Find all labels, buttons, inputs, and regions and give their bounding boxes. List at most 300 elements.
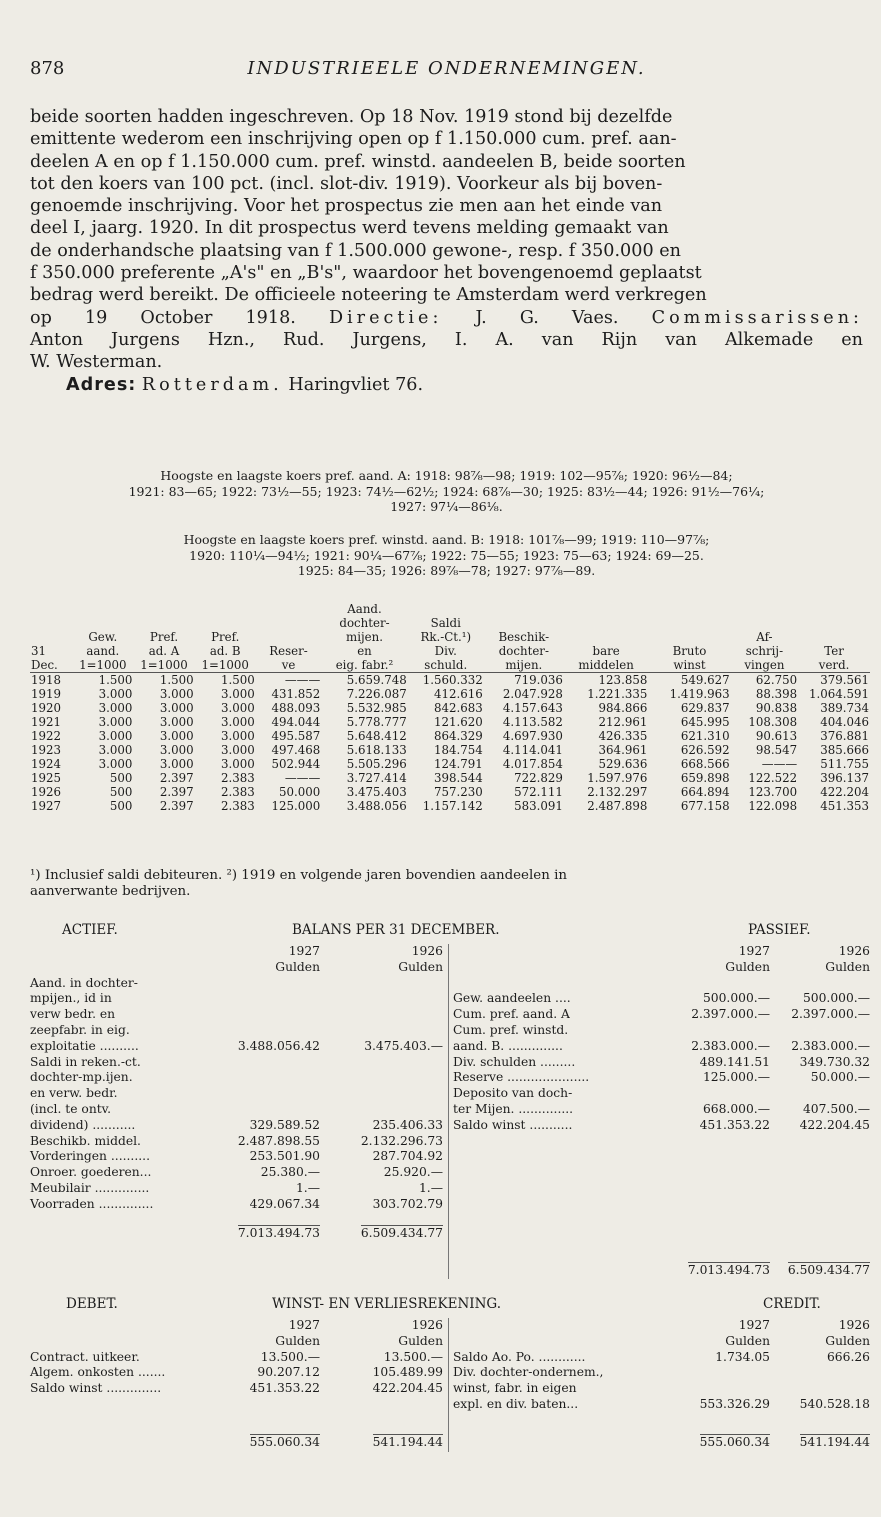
header-cell: 1=1000 bbox=[195, 658, 256, 673]
passief-column bbox=[448, 944, 870, 1279]
year-cell: 1924 bbox=[31, 757, 62, 771]
value-cell: 3.000 bbox=[159, 715, 194, 729]
header-cell: ve bbox=[256, 658, 321, 673]
value-cell: 398.544 bbox=[433, 771, 483, 785]
value-cell: 2.383 bbox=[221, 785, 255, 799]
value-cell: 626.592 bbox=[680, 743, 730, 757]
account-label: en verw. bedr. bbox=[30, 1086, 118, 1101]
header-cell bbox=[30, 616, 72, 630]
header-cell: vingen bbox=[731, 658, 799, 673]
header-cell: 1=1000 bbox=[133, 658, 194, 673]
value-cell: 3.000 bbox=[221, 729, 255, 743]
text-line: deel I, jaarg. 1920. In dit prospectus werd tevens melding gemaakt van bbox=[30, 218, 669, 239]
value-1926: 422.204.45 bbox=[799, 1117, 870, 1132]
address-line bbox=[30, 374, 863, 396]
koers-line: Hoogste en laagste koers pref. aand. A: 1918: 98⅞—98; 1919: 102—95⅞; 1920: 96½—84; bbox=[160, 468, 733, 483]
value-cell: 5.532.985 bbox=[346, 701, 407, 715]
header-cell: Pref. bbox=[211, 630, 240, 644]
value-cell: 50.000 bbox=[278, 785, 321, 799]
year-cell: 1927 bbox=[31, 799, 62, 813]
year-cell: 1925 bbox=[31, 771, 62, 785]
header-cell bbox=[731, 602, 799, 616]
pl-heading bbox=[30, 1296, 870, 1314]
value-1927: 451.353.22 bbox=[249, 1381, 320, 1396]
value-cell: 5.505.296 bbox=[346, 757, 407, 771]
passief-label: PASSIEF. bbox=[748, 922, 811, 938]
financial-statistics-table bbox=[30, 602, 870, 813]
header-cell bbox=[648, 630, 730, 644]
header-cell bbox=[798, 602, 870, 616]
header-cell: dochter- bbox=[339, 616, 390, 630]
value-cell: 722.829 bbox=[514, 771, 563, 785]
total-1927: 555.060.34 bbox=[249, 1435, 320, 1449]
account-label: mpijen., id in bbox=[30, 991, 112, 1006]
value-cell: 3.000 bbox=[221, 715, 255, 729]
value-cell: 2.047.928 bbox=[502, 687, 563, 701]
header-cell bbox=[30, 602, 72, 616]
unit-header bbox=[453, 960, 870, 976]
account-label: Meubilair .............. bbox=[30, 1180, 150, 1195]
value-1927: 2.383.000.— bbox=[691, 1038, 770, 1053]
account-label: Onroer. goederen... bbox=[30, 1165, 152, 1180]
value-cell: 1.419.963 bbox=[669, 687, 730, 701]
table-row bbox=[30, 701, 870, 715]
value-1926: 105.489.99 bbox=[372, 1365, 443, 1380]
value-cell: 3.000 bbox=[98, 743, 133, 757]
value-cell: 984.866 bbox=[598, 701, 648, 715]
header-cell: ad. A bbox=[148, 644, 180, 658]
header-cell: verd. bbox=[798, 658, 870, 673]
value-cell: 3.000 bbox=[159, 701, 194, 715]
value-cell: 2.397 bbox=[159, 785, 194, 799]
page-number: 878 bbox=[30, 58, 65, 79]
header-cell: Reser- bbox=[269, 644, 308, 658]
value-cell: 7.226.087 bbox=[346, 687, 407, 701]
value-cell: 121.620 bbox=[433, 715, 483, 729]
total-1927: 7.013.494.73 bbox=[687, 1263, 770, 1277]
header-cell: winst bbox=[648, 658, 730, 673]
header-cell: 31 bbox=[31, 644, 47, 658]
value-cell: 4.157.643 bbox=[502, 701, 563, 715]
table-row bbox=[30, 673, 870, 688]
account-row bbox=[30, 1165, 445, 1181]
value-1927: 1.— bbox=[295, 1180, 320, 1195]
account-label: expl. en div. baten... bbox=[453, 1396, 579, 1411]
account-row bbox=[453, 1365, 870, 1381]
value-cell: 212.961 bbox=[598, 715, 648, 729]
value-cell: 3.000 bbox=[98, 757, 133, 771]
account-row bbox=[453, 1381, 870, 1397]
header-cell bbox=[564, 616, 648, 630]
year-cell: 1921 bbox=[31, 715, 62, 729]
value-1927: 489.141.51 bbox=[699, 1054, 770, 1069]
account-label: Vorderingen .......... bbox=[30, 1149, 150, 1164]
year-1926: 1926 bbox=[411, 944, 443, 958]
account-label: Aand. in dochter- bbox=[30, 975, 138, 990]
debet-label: DEBET. bbox=[66, 1296, 118, 1312]
table-row bbox=[30, 687, 870, 701]
directie-label: Directie: bbox=[328, 307, 443, 328]
account-label: Cum. pref. winstd. bbox=[453, 1022, 569, 1037]
value-cell: 502.944 bbox=[271, 757, 321, 771]
value-cell: 90.838 bbox=[755, 701, 798, 715]
header-cell bbox=[256, 630, 321, 644]
year-cell: 1918 bbox=[31, 673, 62, 687]
value-1927: 90.207.12 bbox=[257, 1365, 320, 1380]
total-1927: 555.060.34 bbox=[699, 1435, 770, 1449]
adres-label: Adres: bbox=[66, 374, 137, 395]
value-cell: 529.636 bbox=[598, 757, 648, 771]
unit-header bbox=[453, 1334, 870, 1350]
table-header-row bbox=[30, 602, 870, 616]
value-1926: 25.920.— bbox=[383, 1165, 443, 1180]
value-1927: 553.326.29 bbox=[699, 1396, 770, 1411]
account-label: Deposito van doch- bbox=[453, 1086, 573, 1101]
value-cell: 3.000 bbox=[98, 701, 133, 715]
value-1926: 422.204.45 bbox=[372, 1381, 443, 1396]
value-1927: 668.000.— bbox=[702, 1101, 770, 1116]
year-header bbox=[30, 1318, 445, 1334]
actief-label: ACTIEF. bbox=[62, 922, 118, 938]
value-cell: 497.468 bbox=[271, 743, 321, 757]
account-label: (incl. te ontv. bbox=[30, 1101, 112, 1116]
year-cell: 1926 bbox=[31, 785, 62, 799]
value-cell: 123.858 bbox=[598, 673, 648, 687]
total-1927: 7.013.494.73 bbox=[237, 1225, 320, 1240]
value-cell: 500 bbox=[109, 799, 133, 813]
year-cell: 1923 bbox=[31, 743, 62, 757]
account-label: Saldo Ao. Po. ............ bbox=[453, 1349, 586, 1364]
value-cell: 404.046 bbox=[820, 715, 869, 729]
text-line: bedrag werd bereikt. De officieele noteering te Amsterdam werd verkregen bbox=[30, 285, 707, 306]
company-description bbox=[30, 106, 863, 396]
header-cell: dochter- bbox=[498, 644, 549, 658]
value-cell: 495.587 bbox=[271, 729, 321, 743]
value-cell: 4.114.041 bbox=[502, 743, 563, 757]
balance-sheet bbox=[30, 944, 870, 1284]
koers-line: 1921: 83—65; 1922: 73½—55; 1923: 74½—62½; 1924: 68⅞—30; 1925: 83½—44; 1926: 91½—76¼; bbox=[128, 483, 765, 499]
account-row bbox=[453, 1055, 870, 1071]
text-line: de onderhandsche plaatsing van f 1.500.000 gewone-, resp. f 350.000 en bbox=[30, 240, 681, 261]
account-label: zeepfabr. in eig. bbox=[30, 1022, 130, 1037]
year-1926: 1926 bbox=[411, 1318, 443, 1332]
value-cell: 123.700 bbox=[748, 785, 798, 799]
value-cell: 2.132.297 bbox=[587, 785, 648, 799]
value-cell: 677.158 bbox=[680, 799, 730, 813]
value-cell: 122.522 bbox=[748, 771, 798, 785]
value-1926: 13.500.— bbox=[383, 1349, 443, 1364]
value-cell: 621.310 bbox=[680, 729, 730, 743]
account-row bbox=[30, 1070, 445, 1086]
value-cell: 2.397 bbox=[159, 771, 194, 785]
account-row bbox=[30, 1350, 445, 1366]
value-cell: 3.000 bbox=[98, 687, 133, 701]
header-cell: Gew. bbox=[88, 630, 118, 644]
value-cell: 3.000 bbox=[159, 729, 194, 743]
total-1926: 6.509.434.77 bbox=[787, 1263, 870, 1277]
value-cell: 385.666 bbox=[820, 743, 869, 757]
account-label: ter Mijen. .............. bbox=[453, 1101, 574, 1116]
value-1926: 540.528.18 bbox=[799, 1396, 870, 1411]
value-cell: 3.000 bbox=[98, 729, 133, 743]
value-cell: ——— bbox=[284, 673, 321, 687]
credit-total bbox=[453, 1434, 870, 1450]
total-1926: 6.509.434.77 bbox=[360, 1225, 443, 1240]
account-label: Saldo winst ........... bbox=[453, 1117, 573, 1132]
text-line: Anton Jurgens Hzn., Rud. Jurgens, I. A. van Rijn van Alkemade en bbox=[30, 329, 863, 350]
value-cell: 412.616 bbox=[433, 687, 483, 701]
table-header-row bbox=[30, 616, 870, 630]
account-row bbox=[30, 1118, 445, 1134]
header-cell: Rk.-Ct.¹) bbox=[420, 630, 472, 644]
value-cell: 629.837 bbox=[680, 701, 730, 715]
year-1927: 1927 bbox=[738, 1318, 770, 1332]
balance-title: BALANS PER 31 DECEMBER. bbox=[292, 922, 500, 938]
debet-total bbox=[30, 1434, 445, 1450]
koers-pref-b bbox=[30, 532, 863, 579]
header-cell: middelen bbox=[564, 658, 648, 673]
value-cell: 500 bbox=[109, 771, 133, 785]
header-cell bbox=[798, 630, 870, 644]
value-cell: 422.204 bbox=[820, 785, 869, 799]
value-cell: 757.230 bbox=[433, 785, 483, 799]
unit-label: Gulden bbox=[398, 1333, 443, 1348]
value-1926: 2.383.000.— bbox=[791, 1038, 870, 1053]
header-cell: Beschik- bbox=[498, 630, 550, 644]
unit-label: Gulden bbox=[825, 959, 870, 974]
value-cell: 3.000 bbox=[221, 687, 255, 701]
commissarissen-label: Commissarissen: bbox=[651, 307, 863, 328]
value-cell: 90.613 bbox=[755, 729, 798, 743]
account-label: aand. B. .............. bbox=[453, 1038, 563, 1053]
value-cell: 549.627 bbox=[680, 673, 730, 687]
value-cell: 572.111 bbox=[514, 785, 563, 799]
account-label: Voorraden .............. bbox=[30, 1196, 154, 1211]
header-cell: Aand. bbox=[347, 602, 382, 616]
header-cell: Pref. bbox=[149, 630, 179, 644]
account-label: Cum. pref. aand. A bbox=[453, 1007, 570, 1022]
header-cell bbox=[564, 630, 648, 644]
value-cell: 842.683 bbox=[433, 701, 483, 715]
header-cell: mijen. bbox=[346, 630, 383, 644]
account-row bbox=[30, 1039, 445, 1055]
table-row bbox=[30, 729, 870, 743]
header-cell bbox=[72, 616, 133, 630]
unit-header bbox=[30, 960, 445, 976]
value-cell: 5.618.133 bbox=[346, 743, 407, 757]
directie-name: J. G. Vaes. bbox=[475, 307, 619, 328]
text-line: W. Westerman. bbox=[30, 352, 163, 373]
value-cell: 3.000 bbox=[221, 757, 255, 771]
adres-city: Rotterdam. bbox=[141, 374, 283, 395]
value-cell: 389.734 bbox=[820, 701, 869, 715]
header-cell bbox=[484, 602, 564, 616]
koers-line: 1927: 97¼—86⅛. bbox=[390, 499, 503, 514]
value-cell: 125.000 bbox=[271, 799, 321, 813]
value-1926: 303.702.79 bbox=[372, 1196, 443, 1211]
value-cell: 88.398 bbox=[755, 687, 798, 701]
year-1926: 1926 bbox=[838, 1318, 870, 1332]
unit-label: Gulden bbox=[275, 959, 320, 974]
header-cell bbox=[484, 616, 564, 630]
credit-column bbox=[448, 1318, 870, 1452]
account-row bbox=[453, 1118, 870, 1134]
footnote-line: ¹) Inclusief saldi debiteuren. ²) 1919 en volgende jaren bovendien aandeelen in bbox=[30, 868, 567, 883]
footnote-line: aanverwante bedrijven. bbox=[30, 884, 191, 899]
text-line bbox=[30, 307, 863, 329]
value-cell: 3.000 bbox=[159, 743, 194, 757]
account-row bbox=[30, 976, 445, 992]
actief-total bbox=[30, 1225, 445, 1241]
value-cell: 583.091 bbox=[514, 799, 563, 813]
account-label: verw bedr. en bbox=[30, 1007, 116, 1022]
account-label: dochter-mp.ijen. bbox=[30, 1070, 133, 1085]
value-cell: 3.727.414 bbox=[346, 771, 407, 785]
value-cell: 431.852 bbox=[271, 687, 321, 701]
account-label: winst, fabr. in eigen bbox=[453, 1381, 577, 1396]
header-cell: aand. bbox=[86, 644, 120, 658]
unit-header bbox=[30, 1334, 445, 1350]
value-1926: 666.26 bbox=[826, 1349, 870, 1364]
value-cell: 62.750 bbox=[755, 673, 798, 687]
header-cell bbox=[133, 602, 194, 616]
passief-total bbox=[453, 1262, 870, 1278]
listing-date: op 19 October 1918. bbox=[30, 307, 296, 328]
value-cell: 659.898 bbox=[680, 771, 730, 785]
account-row bbox=[453, 1350, 870, 1366]
unit-label: Gulden bbox=[275, 1333, 320, 1348]
account-row bbox=[453, 991, 870, 1007]
koers-line: 1920: 110¼—94½; 1921: 90¼—67⅞; 1922: 75—55; 1923: 75—63; 1924: 69—25. bbox=[189, 547, 704, 563]
text-line: emittente wederom een inschrijving open op f 1.150.000 cum. pref. aan- bbox=[30, 129, 677, 150]
account-label: Div. dochter-ondernem., bbox=[453, 1365, 604, 1380]
year-1927: 1927 bbox=[288, 944, 320, 958]
header-cell: Saldi bbox=[430, 616, 461, 630]
value-1927: 253.501.90 bbox=[249, 1149, 320, 1164]
debet-column bbox=[30, 1318, 445, 1449]
total-1926: 541.194.44 bbox=[372, 1435, 443, 1449]
account-row bbox=[30, 1007, 445, 1023]
value-1926: 407.500.— bbox=[802, 1101, 870, 1116]
header-cell: Div. bbox=[434, 644, 457, 658]
header-cell bbox=[30, 630, 72, 644]
value-1926: 287.704.92 bbox=[372, 1149, 443, 1164]
koers-line: 1925: 84—35; 1926: 89⅞—78; 1927: 97⅞—89. bbox=[297, 563, 596, 578]
table-row bbox=[30, 785, 870, 799]
text-line: f 350.000 preferente „A's" en „B's", waardoor het bovengenoemd geplaatst bbox=[30, 263, 702, 284]
header-cell bbox=[648, 602, 730, 616]
value-cell: 5.648.412 bbox=[346, 729, 407, 743]
value-cell: 2.397 bbox=[159, 799, 194, 813]
year-cell: 1919 bbox=[31, 687, 62, 701]
value-cell: 1.500 bbox=[221, 673, 255, 687]
value-cell: ——— bbox=[761, 757, 798, 771]
year-cell: 1920 bbox=[31, 701, 62, 715]
header-cell bbox=[133, 616, 194, 630]
unit-label: Gulden bbox=[725, 1333, 770, 1348]
header-cell: eig. fabr.² bbox=[321, 658, 408, 673]
account-label: exploitatie .......... bbox=[30, 1038, 139, 1053]
value-cell: 1.221.335 bbox=[587, 687, 648, 701]
account-row bbox=[30, 1381, 445, 1397]
account-label: Div. schulden ......... bbox=[453, 1054, 576, 1069]
value-1927: 429.067.34 bbox=[249, 1196, 320, 1211]
value-cell: 1.597.976 bbox=[587, 771, 648, 785]
value-cell: 494.044 bbox=[271, 715, 321, 729]
value-cell: 1.500 bbox=[98, 673, 133, 687]
balance-heading bbox=[30, 922, 870, 940]
account-row bbox=[30, 991, 445, 1007]
value-1926: 500.000.— bbox=[802, 991, 870, 1006]
text-line: tot den koers van 100 pct. (incl. slot-div. 1919). Voorkeur als bij boven- bbox=[30, 173, 663, 194]
year-1926: 1926 bbox=[838, 944, 870, 958]
value-cell: 2.383 bbox=[221, 799, 255, 813]
koers-pref-a bbox=[30, 468, 863, 515]
account-row bbox=[453, 1102, 870, 1118]
header-cell: schrij- bbox=[745, 644, 784, 658]
value-cell: 668.566 bbox=[680, 757, 730, 771]
account-row bbox=[30, 1365, 445, 1381]
table-header-row bbox=[30, 658, 870, 673]
value-1927: 1.734.05 bbox=[715, 1349, 770, 1364]
account-row bbox=[30, 1023, 445, 1039]
value-cell: 719.036 bbox=[514, 673, 563, 687]
value-1927: 2.487.898.55 bbox=[237, 1133, 320, 1148]
year-cell: 1922 bbox=[31, 729, 62, 743]
header-cell: schuld. bbox=[408, 658, 484, 673]
value-cell: 1.157.142 bbox=[422, 799, 483, 813]
account-label: Saldo winst .............. bbox=[30, 1381, 162, 1396]
adres-street: Haringvliet 76. bbox=[288, 374, 424, 395]
value-cell: 124.791 bbox=[433, 757, 483, 771]
account-row bbox=[453, 1397, 870, 1413]
header-cell bbox=[731, 616, 799, 630]
value-cell: 426.335 bbox=[598, 729, 648, 743]
value-cell: 98.547 bbox=[755, 743, 798, 757]
header-cell bbox=[648, 616, 730, 630]
value-cell: 3.000 bbox=[98, 715, 133, 729]
value-cell: 511.755 bbox=[820, 757, 869, 771]
value-1927: 25.380.— bbox=[260, 1165, 320, 1180]
header-cell: bare bbox=[592, 644, 620, 658]
value-1926: 2.397.000.— bbox=[791, 1007, 870, 1022]
value-1927: 13.500.— bbox=[260, 1349, 320, 1364]
account-row bbox=[30, 1102, 445, 1118]
value-cell: 2.383 bbox=[221, 771, 255, 785]
header-cell: Af- bbox=[756, 630, 773, 644]
year-header bbox=[453, 944, 870, 960]
value-1926: 1.— bbox=[418, 1180, 443, 1195]
account-row bbox=[453, 1039, 870, 1055]
header-cell: Dec. bbox=[30, 658, 72, 673]
pl-title: WINST- EN VERLIESREKENING. bbox=[272, 1296, 502, 1312]
header-cell: mijen. bbox=[484, 658, 564, 673]
value-cell: 2.487.898 bbox=[587, 799, 648, 813]
header-cell bbox=[798, 616, 870, 630]
unit-label: Gulden bbox=[398, 959, 443, 974]
value-cell: 3.000 bbox=[221, 743, 255, 757]
account-label: Algem. onkosten ....... bbox=[30, 1365, 166, 1380]
header-cell: Ter bbox=[824, 644, 844, 658]
account-row bbox=[30, 1197, 445, 1213]
account-row bbox=[30, 1086, 445, 1102]
value-1927: 125.000.— bbox=[702, 1070, 770, 1085]
value-cell: 3.000 bbox=[159, 687, 194, 701]
account-label: Reserve ..................... bbox=[453, 1070, 590, 1085]
value-cell: 451.353 bbox=[820, 799, 869, 813]
text-line: deelen A en op f 1.150.000 cum. pref. winstd. aandeelen B, beide soorten bbox=[30, 151, 686, 172]
account-label: Gew. aandeelen .... bbox=[453, 991, 571, 1006]
